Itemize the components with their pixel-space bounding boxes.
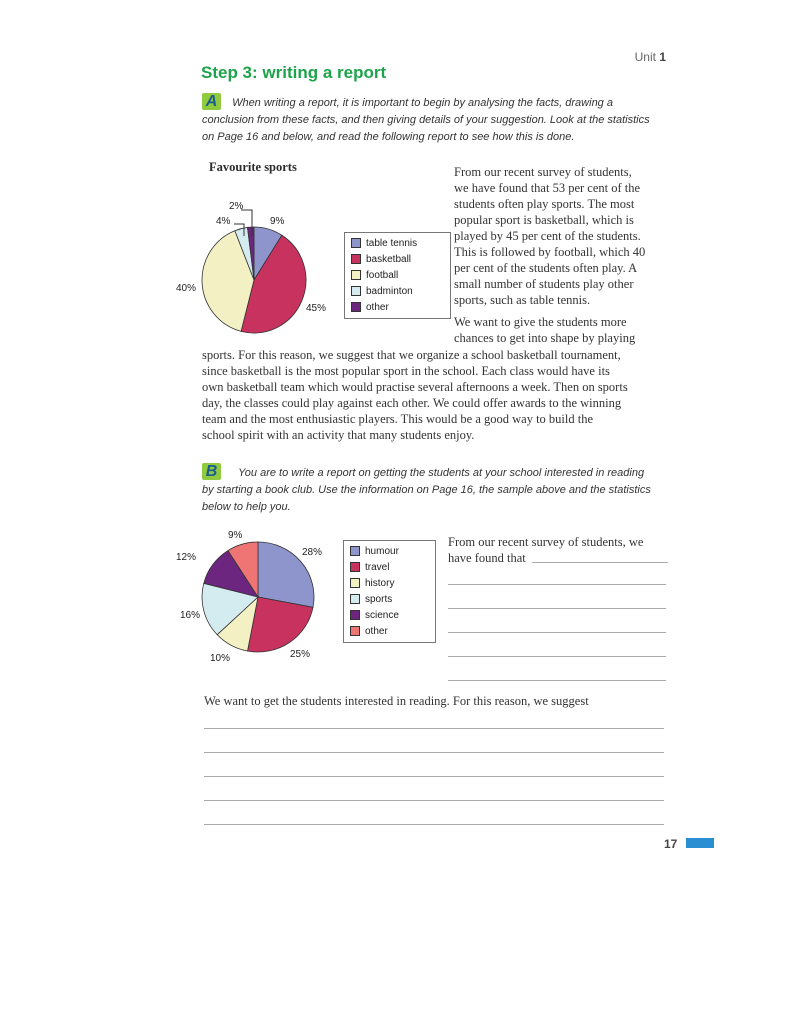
reading-pie-chart — [196, 537, 316, 655]
legend-swatch — [350, 594, 360, 604]
pie-label-science: 12% — [176, 552, 197, 563]
report-full-paragraph — [202, 347, 682, 443]
legend-label: humour — [365, 545, 399, 557]
legend-swatch — [350, 578, 360, 588]
legend-swatch — [350, 626, 360, 636]
pie-slice-travel — [248, 597, 314, 652]
pie-label-table-tennis: 9% — [270, 216, 285, 227]
section-a-instruction — [202, 93, 682, 146]
pie-leader-lines — [230, 206, 260, 240]
reading-legend — [343, 540, 436, 643]
prompt-line — [448, 550, 668, 566]
legend-label: basketball — [366, 253, 412, 265]
answer-line[interactable] — [448, 656, 666, 657]
legend-swatch — [350, 562, 360, 572]
section-b-bottom-prompt: We want to get the students interested in reading. For this reason, we suggest — [204, 694, 589, 708]
page-number: 17 — [664, 837, 678, 851]
prompt-text: have found that — [448, 551, 526, 565]
report-line: day, the classes could play against each other. We could offer awards to the winning — [202, 396, 622, 410]
legend-label: badminton — [366, 285, 413, 297]
legend-item — [351, 235, 445, 251]
sports-pie-slices — [202, 227, 306, 333]
report-line: school spirit with an activity that many students enjoy. — [202, 428, 475, 442]
page-title: Step 3: writing a report — [201, 63, 387, 82]
unit-word: Unit — [634, 50, 656, 64]
instruction-text: When writing a report, it is important to begin by analysing the facts, drawing a — [232, 97, 613, 109]
legend-swatch — [351, 302, 361, 312]
prompt-line: From our recent survey of students, we — [448, 535, 644, 549]
legend-swatch — [350, 546, 360, 556]
pie-label-sports: 16% — [180, 610, 201, 621]
legend-label: table tennis — [366, 237, 418, 249]
legend-item — [350, 623, 430, 639]
section-b-instruction — [202, 463, 682, 516]
report-line: From our recent survey of students, — [454, 165, 632, 179]
report-line: chances to get into shape by playing — [454, 331, 636, 345]
legend-label: history — [365, 577, 395, 589]
report-line: We want to give the students more — [454, 315, 627, 329]
pie-label-basketball: 45% — [306, 303, 327, 314]
legend-item — [350, 559, 430, 575]
pie-label-travel: 25% — [290, 649, 311, 660]
legend-item — [351, 251, 445, 267]
legend-swatch — [351, 286, 361, 296]
page-number-bar — [686, 838, 714, 848]
pie-label-football: 40% — [176, 283, 197, 294]
legend-label: science — [365, 609, 399, 621]
legend-swatch — [351, 270, 361, 280]
pie-label-humour: 28% — [302, 547, 323, 558]
instruction-line: conclusion from these facts, and then giving details of your suggestion. Look at the statistics — [202, 114, 650, 126]
instruction-line: below to help you. — [202, 501, 291, 513]
answer-line[interactable] — [204, 800, 664, 801]
legend-item — [351, 283, 445, 299]
pie-label-other: 2% — [229, 201, 244, 212]
legend-label: sports — [365, 593, 393, 605]
report-line: sports, such as table tennis. — [454, 293, 591, 307]
reading-pie-slices — [202, 542, 314, 652]
report-line: popular sport is basketball, which is — [454, 213, 634, 227]
answer-line[interactable] — [204, 728, 664, 729]
report-right-column — [454, 164, 674, 346]
legend-swatch — [351, 238, 361, 248]
answer-line[interactable] — [448, 608, 666, 609]
unit-number: 1 — [659, 50, 666, 64]
report-line: own basketball team which would practise several afternoons a week. Then on sports — [202, 380, 628, 394]
legend-label: other — [366, 301, 389, 313]
section-a-badge: A — [202, 93, 221, 110]
chart-title: Favourite sports — [209, 160, 297, 174]
instruction-line — [202, 463, 682, 482]
pie-label-history: 10% — [210, 653, 231, 664]
answer-blank[interactable] — [532, 562, 668, 563]
report-line: played by 45 per cent of the students. — [454, 229, 641, 243]
answer-line[interactable] — [204, 752, 664, 753]
legend-label: football — [366, 269, 399, 281]
section-b-badge: B — [202, 463, 221, 480]
instruction-text: You are to write a report on getting the students at your school interested in reading — [238, 467, 645, 479]
answer-line[interactable] — [204, 776, 664, 777]
legend-item — [350, 607, 430, 623]
report-line: since basketball is the most popular sport in the school. Each class would have its — [202, 364, 610, 378]
report-line: per cent of the students often play. A — [454, 261, 638, 275]
legend-item — [351, 299, 445, 315]
section-b-prompt — [448, 534, 668, 566]
pie-label-badminton: 4% — [216, 216, 231, 227]
answer-line[interactable] — [448, 584, 666, 585]
legend-swatch — [350, 610, 360, 620]
report-line: students often play sports. The most — [454, 197, 635, 211]
instruction-line: by starting a book club. Use the information on Page 16, the sample above and the statistics — [202, 484, 651, 496]
pie-label-other: 9% — [228, 530, 243, 541]
legend-item — [351, 267, 445, 283]
report-line: team and the most enthusiastic players. This would be a good way to build the — [202, 412, 594, 426]
sports-legend — [344, 232, 451, 319]
legend-item — [350, 591, 430, 607]
instruction-line: on Page 16 and below, and read the following report to see how this is done. — [202, 131, 575, 143]
legend-item — [350, 543, 430, 559]
report-line: small number of students play other — [454, 277, 634, 291]
report-line: we have found that 53 per cent of the — [454, 181, 641, 195]
answer-line[interactable] — [448, 632, 666, 633]
legend-item — [350, 575, 430, 591]
legend-label: other — [365, 625, 388, 637]
legend-swatch — [351, 254, 361, 264]
legend-label: travel — [365, 561, 390, 573]
report-line: sports. For this reason, we suggest that we organize a school basketball tournament, — [202, 348, 621, 362]
unit-label — [635, 50, 666, 64]
report-line: This is followed by football, which 40 — [454, 245, 646, 259]
answer-line[interactable] — [448, 680, 666, 681]
answer-line[interactable] — [204, 824, 664, 825]
instruction-line — [202, 93, 682, 112]
